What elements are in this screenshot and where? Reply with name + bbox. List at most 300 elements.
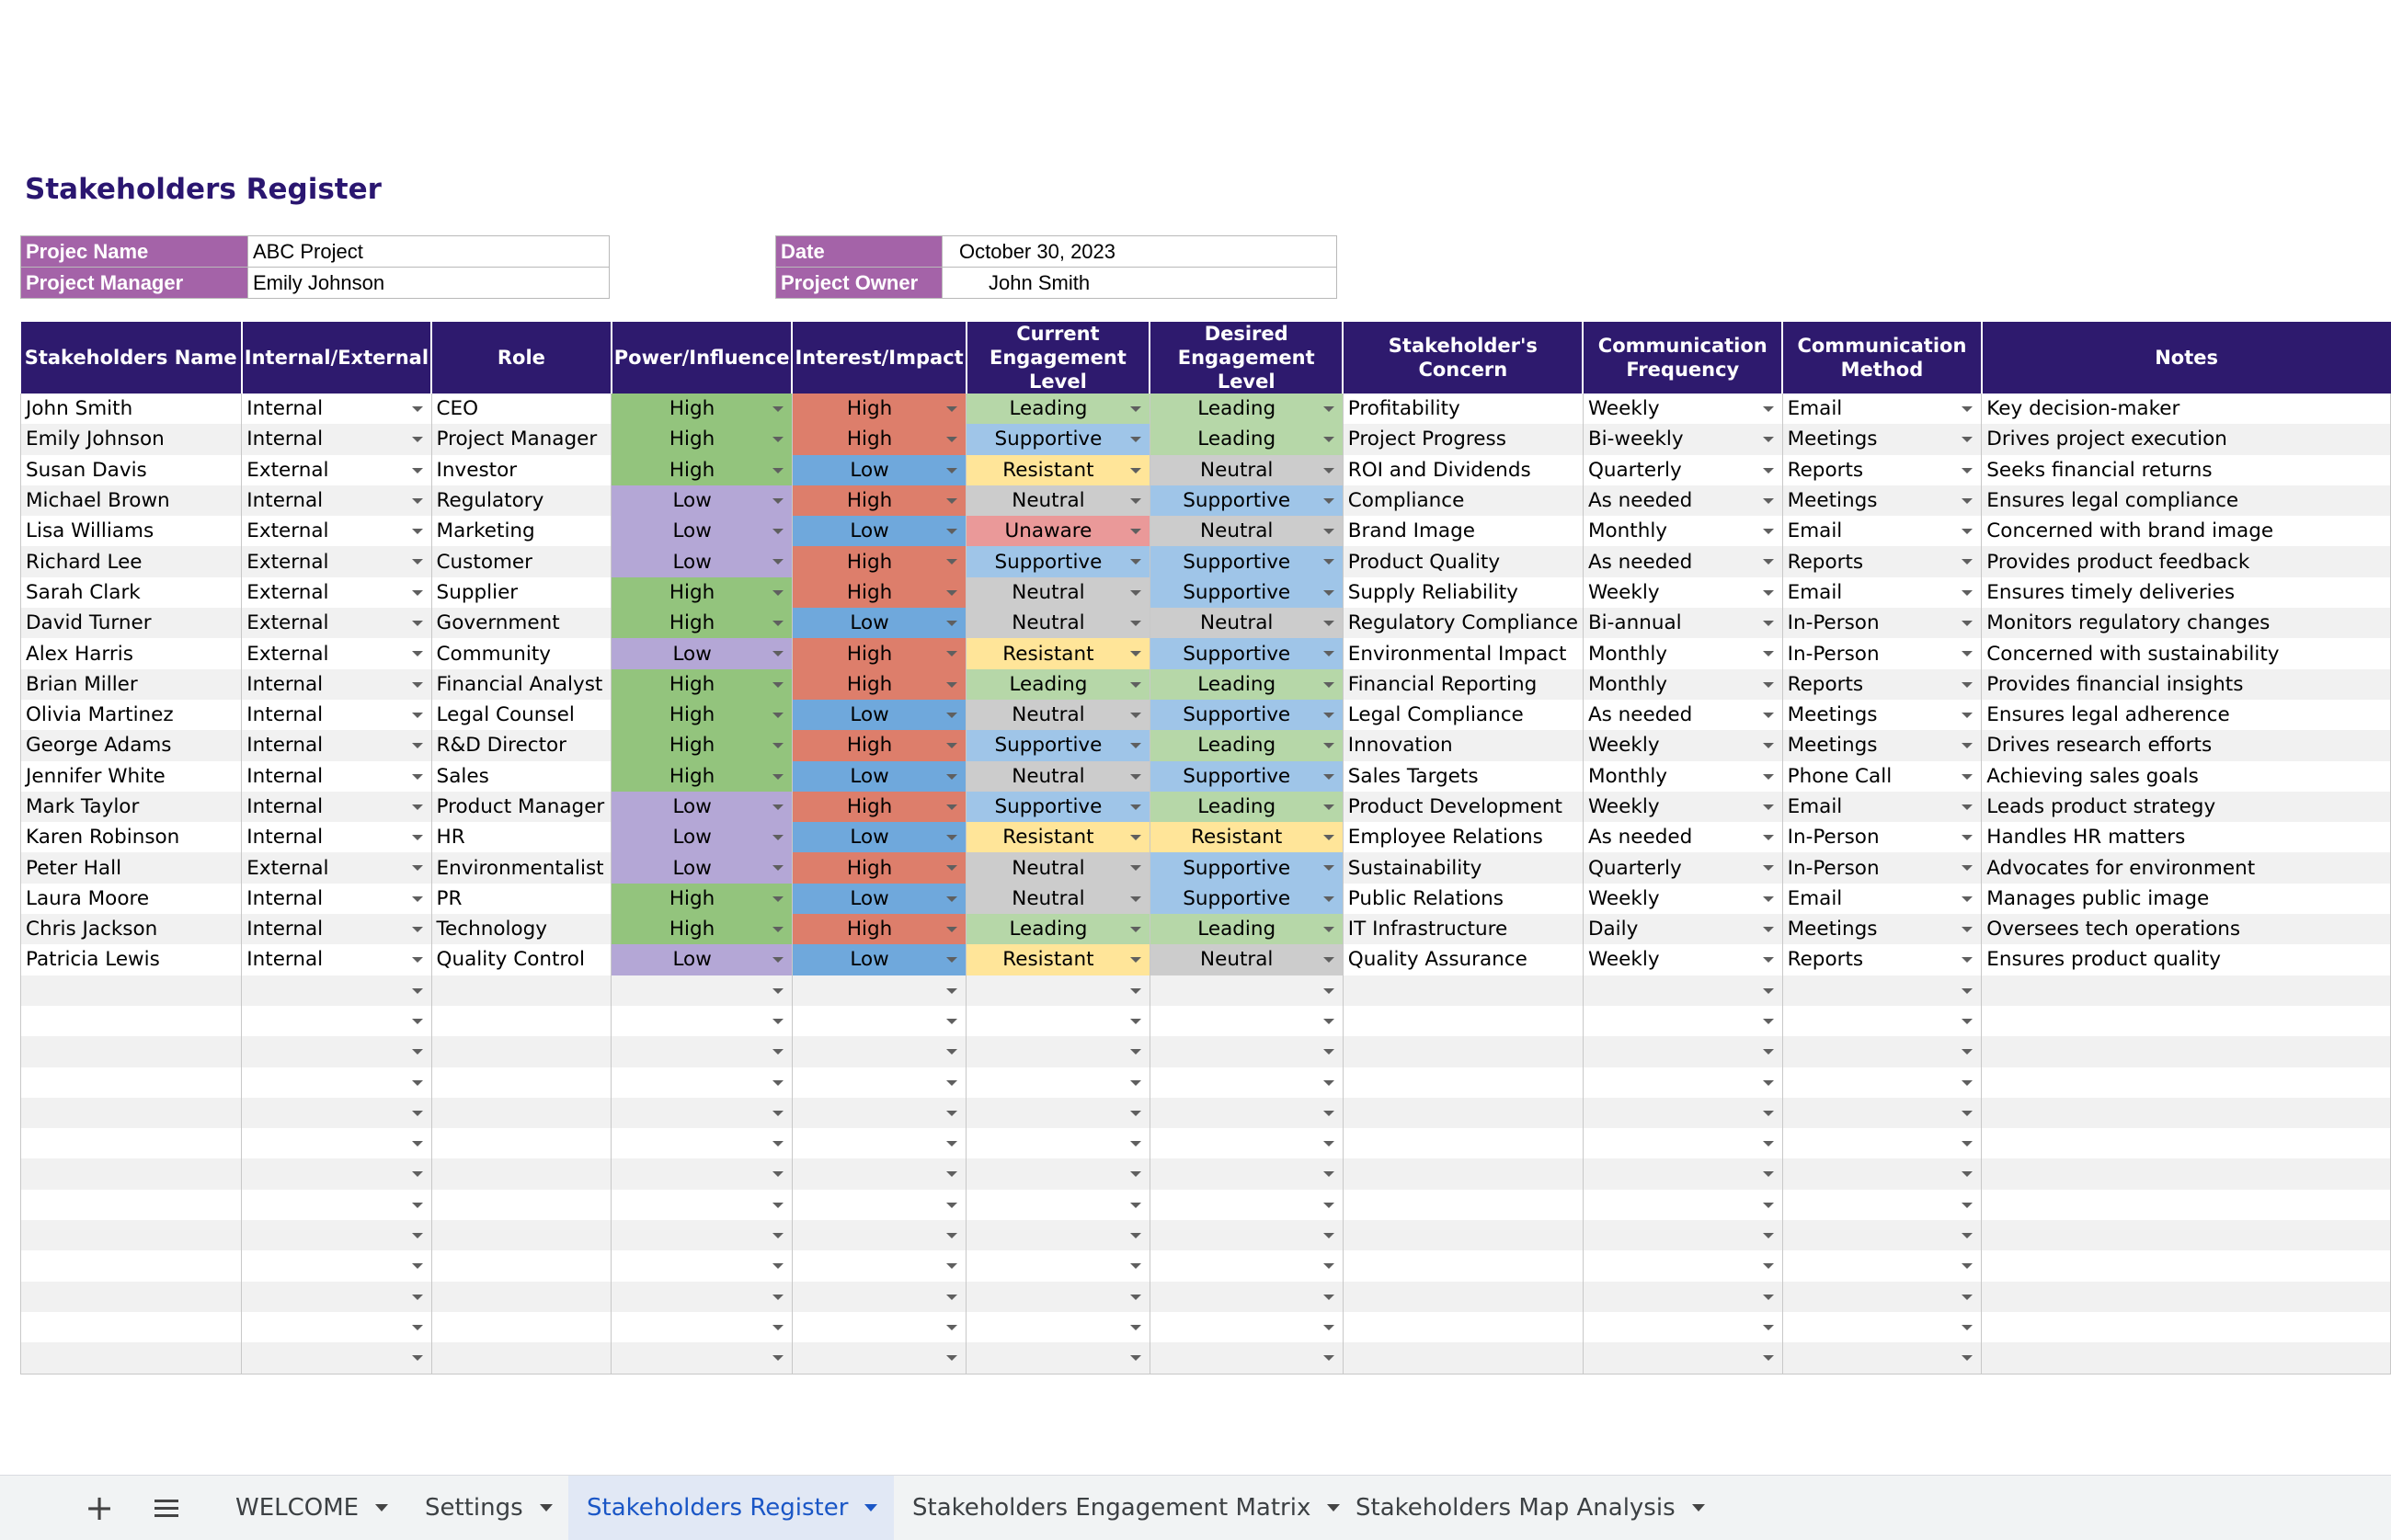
cell-desired-engagement[interactable] — [1150, 1312, 1343, 1342]
cell-interest[interactable] — [792, 975, 966, 1006]
cell-comm-method[interactable]: Reports — [1782, 669, 1982, 700]
cell-interest[interactable] — [792, 1282, 966, 1312]
cell-internal-external[interactable] — [242, 1190, 431, 1220]
cell-role[interactable] — [431, 975, 612, 1006]
cell-name[interactable] — [21, 1312, 242, 1342]
cell-notes[interactable] — [1982, 1312, 2391, 1342]
cell-notes[interactable]: Provides financial insights — [1982, 669, 2391, 700]
cell-comm-frequency[interactable]: As needed — [1583, 700, 1782, 730]
cell-name[interactable] — [21, 1250, 242, 1281]
cell-notes[interactable]: Concerned with brand image — [1982, 516, 2391, 546]
cell-role[interactable] — [431, 1098, 612, 1128]
cell-role[interactable]: CEO — [431, 394, 612, 424]
cell-desired-engagement[interactable]: Resistant — [1150, 822, 1343, 852]
cell-interest[interactable]: High — [792, 638, 966, 668]
cell-comm-frequency[interactable] — [1583, 1158, 1782, 1189]
cell-notes[interactable]: Advocates for environment — [1982, 852, 2391, 883]
cell-desired-engagement[interactable] — [1150, 1098, 1343, 1128]
cell-power[interactable]: High — [612, 455, 793, 485]
cell-concern[interactable] — [1343, 1098, 1583, 1128]
cell-interest[interactable]: High — [792, 730, 966, 760]
cell-concern[interactable] — [1343, 1282, 1583, 1312]
cell-interest[interactable]: Low — [792, 700, 966, 730]
cell-interest[interactable] — [792, 1128, 966, 1158]
cell-internal-external[interactable] — [242, 1220, 431, 1250]
cell-power[interactable] — [612, 1342, 793, 1374]
cell-comm-method[interactable] — [1782, 1158, 1982, 1189]
cell-desired-engagement[interactable] — [1150, 1190, 1343, 1220]
cell-desired-engagement[interactable]: Neutral — [1150, 944, 1343, 975]
cell-role[interactable]: R&D Director — [431, 730, 612, 760]
cell-power[interactable] — [612, 1190, 793, 1220]
cell-comm-frequency[interactable] — [1583, 1220, 1782, 1250]
cell-comm-method[interactable] — [1782, 1250, 1982, 1281]
cell-current-engagement[interactable] — [967, 1036, 1150, 1067]
cell-internal-external[interactable]: External — [242, 546, 431, 576]
cell-desired-engagement[interactable]: Leading — [1150, 792, 1343, 822]
cell-current-engagement[interactable]: Neutral — [967, 852, 1150, 883]
cell-power[interactable] — [612, 1098, 793, 1128]
cell-concern[interactable]: Legal Compliance — [1343, 700, 1583, 730]
cell-role[interactable]: HR — [431, 822, 612, 852]
cell-power[interactable] — [612, 1128, 793, 1158]
cell-name[interactable]: Jennifer White — [21, 761, 242, 792]
cell-role[interactable] — [431, 1312, 612, 1342]
cell-role[interactable] — [431, 1250, 612, 1281]
cell-current-engagement[interactable] — [967, 1128, 1150, 1158]
cell-name[interactable] — [21, 1342, 242, 1374]
cell-internal-external[interactable]: Internal — [242, 424, 431, 454]
cell-role[interactable]: Environmentalist — [431, 852, 612, 883]
cell-current-engagement[interactable] — [967, 1158, 1150, 1189]
cell-interest[interactable]: Low — [792, 455, 966, 485]
cell-interest[interactable]: High — [792, 669, 966, 700]
cell-concern[interactable]: Brand Image — [1343, 516, 1583, 546]
cell-internal-external[interactable]: External — [242, 852, 431, 883]
cell-power[interactable]: Low — [612, 516, 793, 546]
cell-power[interactable]: Low — [612, 792, 793, 822]
cell-name[interactable]: Michael Brown — [21, 485, 242, 516]
cell-comm-frequency[interactable]: Weekly — [1583, 577, 1782, 608]
cell-comm-method[interactable]: Reports — [1782, 546, 1982, 576]
cell-desired-engagement[interactable] — [1150, 1282, 1343, 1312]
cell-concern[interactable] — [1343, 1190, 1583, 1220]
tab-welcome[interactable] — [217, 1476, 406, 1540]
cell-name[interactable]: Emily Johnson — [21, 424, 242, 454]
cell-internal-external[interactable]: External — [242, 516, 431, 546]
tab-settings[interactable] — [406, 1476, 571, 1540]
cell-interest[interactable]: Low — [792, 608, 966, 638]
cell-power[interactable]: High — [612, 761, 793, 792]
cell-internal-external[interactable] — [242, 1312, 431, 1342]
cell-internal-external[interactable] — [242, 975, 431, 1006]
cell-desired-engagement[interactable]: Supportive — [1150, 546, 1343, 576]
cell-power[interactable]: High — [612, 424, 793, 454]
cell-internal-external[interactable]: External — [242, 577, 431, 608]
cell-desired-engagement[interactable] — [1150, 1006, 1343, 1036]
cell-internal-external[interactable]: External — [242, 455, 431, 485]
cell-name[interactable]: Sarah Clark — [21, 577, 242, 608]
cell-internal-external[interactable] — [242, 1158, 431, 1189]
cell-role[interactable] — [431, 1006, 612, 1036]
cell-current-engagement[interactable]: Leading — [967, 669, 1150, 700]
cell-current-engagement[interactable]: Neutral — [967, 884, 1150, 914]
cell-current-engagement[interactable]: Neutral — [967, 608, 1150, 638]
cell-comm-frequency[interactable]: As needed — [1583, 546, 1782, 576]
cell-concern[interactable] — [1343, 1036, 1583, 1067]
cell-internal-external[interactable]: Internal — [242, 944, 431, 975]
cell-current-engagement[interactable]: Neutral — [967, 700, 1150, 730]
cell-notes[interactable] — [1982, 1128, 2391, 1158]
chevron-down-icon[interactable] — [864, 1504, 877, 1511]
hamburger-menu-icon[interactable] — [145, 1476, 188, 1540]
cell-comm-method[interactable]: In-Person — [1782, 852, 1982, 883]
cell-power[interactable]: High — [612, 394, 793, 424]
cell-comm-method[interactable]: Email — [1782, 516, 1982, 546]
cell-power[interactable]: High — [612, 608, 793, 638]
cell-internal-external[interactable]: Internal — [242, 730, 431, 760]
cell-power[interactable] — [612, 1067, 793, 1098]
cell-interest[interactable] — [792, 1312, 966, 1342]
cell-current-engagement[interactable]: Supportive — [967, 730, 1150, 760]
cell-notes[interactable]: Provides product feedback — [1982, 546, 2391, 576]
cell-power[interactable]: High — [612, 884, 793, 914]
cell-interest[interactable] — [792, 1220, 966, 1250]
cell-power[interactable]: Low — [612, 822, 793, 852]
cell-name[interactable] — [21, 1098, 242, 1128]
cell-current-engagement[interactable]: Neutral — [967, 761, 1150, 792]
cell-internal-external[interactable]: Internal — [242, 914, 431, 944]
cell-desired-engagement[interactable]: Neutral — [1150, 455, 1343, 485]
cell-comm-frequency[interactable]: Quarterly — [1583, 455, 1782, 485]
cell-current-engagement[interactable]: Resistant — [967, 822, 1150, 852]
cell-power[interactable] — [612, 1250, 793, 1281]
cell-desired-engagement[interactable]: Leading — [1150, 914, 1343, 944]
cell-concern[interactable]: Project Progress — [1343, 424, 1583, 454]
cell-desired-engagement[interactable]: Leading — [1150, 394, 1343, 424]
cell-comm-method[interactable]: Meetings — [1782, 424, 1982, 454]
cell-interest[interactable]: Low — [792, 884, 966, 914]
cell-internal-external[interactable]: External — [242, 638, 431, 668]
cell-notes[interactable] — [1982, 1036, 2391, 1067]
cell-notes[interactable]: Key decision-maker — [1982, 394, 2391, 424]
cell-concern[interactable] — [1343, 1220, 1583, 1250]
col-header-role[interactable]: Role — [431, 322, 612, 394]
cell-role[interactable] — [431, 1158, 612, 1189]
cell-role[interactable]: Product Manager — [431, 792, 612, 822]
tab-stakeholders-register[interactable] — [568, 1476, 894, 1540]
cell-notes[interactable]: Handles HR matters — [1982, 822, 2391, 852]
cell-power[interactable]: Low — [612, 852, 793, 883]
cell-comm-method[interactable]: Reports — [1782, 455, 1982, 485]
cell-current-engagement[interactable]: Neutral — [967, 577, 1150, 608]
cell-interest[interactable]: High — [792, 485, 966, 516]
cell-comm-method[interactable]: Meetings — [1782, 485, 1982, 516]
cell-concern[interactable] — [1343, 1312, 1583, 1342]
date-cell[interactable]: October 30, 2023 — [943, 236, 1337, 268]
cell-role[interactable] — [431, 1190, 612, 1220]
cell-interest[interactable] — [792, 1250, 966, 1281]
cell-interest[interactable]: High — [792, 852, 966, 883]
cell-comm-frequency[interactable]: Weekly — [1583, 730, 1782, 760]
cell-current-engagement[interactable]: Unaware — [967, 516, 1150, 546]
cell-power[interactable]: Low — [612, 638, 793, 668]
cell-notes[interactable] — [1982, 1282, 2391, 1312]
cell-power[interactable]: High — [612, 577, 793, 608]
cell-comm-frequency[interactable]: Bi-weekly — [1583, 424, 1782, 454]
cell-notes[interactable] — [1982, 1158, 2391, 1189]
cell-internal-external[interactable]: External — [242, 608, 431, 638]
cell-interest[interactable]: High — [792, 792, 966, 822]
cell-desired-engagement[interactable]: Neutral — [1150, 608, 1343, 638]
cell-name[interactable]: George Adams — [21, 730, 242, 760]
cell-internal-external[interactable] — [242, 1098, 431, 1128]
cell-comm-frequency[interactable]: Bi-annual — [1583, 608, 1782, 638]
cell-internal-external[interactable]: Internal — [242, 884, 431, 914]
cell-power[interactable] — [612, 1006, 793, 1036]
cell-desired-engagement[interactable]: Supportive — [1150, 884, 1343, 914]
cell-name[interactable]: Mark Taylor — [21, 792, 242, 822]
cell-notes[interactable]: Manages public image — [1982, 884, 2391, 914]
cell-desired-engagement[interactable]: Supportive — [1150, 577, 1343, 608]
cell-concern[interactable]: Public Relations — [1343, 884, 1583, 914]
cell-comm-frequency[interactable]: Monthly — [1583, 669, 1782, 700]
cell-concern[interactable]: Quality Assurance — [1343, 944, 1583, 975]
cell-comm-frequency[interactable] — [1583, 1036, 1782, 1067]
cell-desired-engagement[interactable]: Leading — [1150, 730, 1343, 760]
cell-role[interactable]: Legal Counsel — [431, 700, 612, 730]
cell-comm-frequency[interactable]: Weekly — [1583, 884, 1782, 914]
cell-notes[interactable] — [1982, 1250, 2391, 1281]
cell-name[interactable] — [21, 1158, 242, 1189]
cell-notes[interactable]: Monitors regulatory changes — [1982, 608, 2391, 638]
cell-interest[interactable] — [792, 1098, 966, 1128]
cell-concern[interactable] — [1343, 1158, 1583, 1189]
cell-current-engagement[interactable] — [967, 1312, 1150, 1342]
cell-comm-frequency[interactable]: As needed — [1583, 822, 1782, 852]
cell-comm-frequency[interactable] — [1583, 1282, 1782, 1312]
chevron-down-icon[interactable] — [540, 1504, 553, 1511]
col-header-current-engagement[interactable]: Current Engagement Level — [967, 322, 1150, 394]
cell-internal-external[interactable]: Internal — [242, 394, 431, 424]
cell-comm-method[interactable]: Reports — [1782, 944, 1982, 975]
cell-role[interactable] — [431, 1282, 612, 1312]
cell-role[interactable] — [431, 1128, 612, 1158]
cell-comm-frequency[interactable]: Quarterly — [1583, 852, 1782, 883]
cell-interest[interactable] — [792, 1158, 966, 1189]
cell-notes[interactable]: Oversees tech operations — [1982, 914, 2391, 944]
cell-comm-frequency[interactable]: Weekly — [1583, 792, 1782, 822]
cell-notes[interactable] — [1982, 1098, 2391, 1128]
cell-comm-method[interactable]: Email — [1782, 792, 1982, 822]
cell-desired-engagement[interactable] — [1150, 1128, 1343, 1158]
cell-current-engagement[interactable] — [967, 1342, 1150, 1374]
cell-comm-method[interactable]: Phone Call — [1782, 761, 1982, 792]
cell-power[interactable]: High — [612, 700, 793, 730]
cell-notes[interactable] — [1982, 1342, 2391, 1374]
cell-power[interactable]: Low — [612, 944, 793, 975]
cell-desired-engagement[interactable] — [1150, 1158, 1343, 1189]
cell-role[interactable]: Financial Analyst — [431, 669, 612, 700]
cell-internal-external[interactable] — [242, 1282, 431, 1312]
cell-comm-frequency[interactable]: Weekly — [1583, 394, 1782, 424]
cell-name[interactable]: Laura Moore — [21, 884, 242, 914]
tab-stakeholders-engagement-matrix[interactable] — [894, 1476, 1358, 1540]
cell-current-engagement[interactable]: Resistant — [967, 638, 1150, 668]
col-header-name[interactable]: Stakeholders Name — [21, 322, 242, 394]
cell-comm-frequency[interactable] — [1583, 975, 1782, 1006]
cell-internal-external[interactable] — [242, 1128, 431, 1158]
cell-concern[interactable]: Supply Reliability — [1343, 577, 1583, 608]
cell-desired-engagement[interactable]: Leading — [1150, 424, 1343, 454]
cell-desired-engagement[interactable]: Supportive — [1150, 485, 1343, 516]
cell-role[interactable]: Sales — [431, 761, 612, 792]
cell-comm-method[interactable] — [1782, 1190, 1982, 1220]
cell-concern[interactable]: Environmental Impact — [1343, 638, 1583, 668]
col-header-power-influence[interactable]: Power/Influence — [612, 322, 793, 394]
cell-internal-external[interactable]: Internal — [242, 761, 431, 792]
cell-name[interactable]: Peter Hall — [21, 852, 242, 883]
cell-notes[interactable]: Achieving sales goals — [1982, 761, 2391, 792]
cell-comm-method[interactable]: In-Person — [1782, 822, 1982, 852]
cell-notes[interactable]: Ensures legal adherence — [1982, 700, 2391, 730]
cell-comm-method[interactable]: Email — [1782, 577, 1982, 608]
cell-comm-frequency[interactable]: Daily — [1583, 914, 1782, 944]
cell-comm-method[interactable]: Meetings — [1782, 700, 1982, 730]
chevron-down-icon[interactable] — [1692, 1504, 1705, 1511]
cell-notes[interactable] — [1982, 1067, 2391, 1098]
cell-concern[interactable]: Regulatory Compliance — [1343, 608, 1583, 638]
cell-notes[interactable]: Ensures timely deliveries — [1982, 577, 2391, 608]
cell-name[interactable]: Lisa Williams — [21, 516, 242, 546]
cell-role[interactable]: Project Manager — [431, 424, 612, 454]
col-header-interest-impact[interactable]: Interest/Impact — [792, 322, 966, 394]
cell-comm-frequency[interactable] — [1583, 1006, 1782, 1036]
cell-role[interactable]: Technology — [431, 914, 612, 944]
cell-concern[interactable]: ROI and Dividends — [1343, 455, 1583, 485]
cell-desired-engagement[interactable]: Supportive — [1150, 638, 1343, 668]
cell-role[interactable]: Customer — [431, 546, 612, 576]
cell-name[interactable] — [21, 1006, 242, 1036]
cell-role[interactable] — [431, 1220, 612, 1250]
cell-interest[interactable]: Low — [792, 822, 966, 852]
cell-interest[interactable]: High — [792, 546, 966, 576]
cell-interest[interactable] — [792, 1006, 966, 1036]
cell-role[interactable]: Supplier — [431, 577, 612, 608]
cell-concern[interactable]: Sales Targets — [1343, 761, 1583, 792]
cell-power[interactable]: High — [612, 914, 793, 944]
cell-concern[interactable]: Profitability — [1343, 394, 1583, 424]
cell-desired-engagement[interactable]: Supportive — [1150, 700, 1343, 730]
cell-name[interactable] — [21, 1190, 242, 1220]
cell-name[interactable]: David Turner — [21, 608, 242, 638]
cell-role[interactable] — [431, 1342, 612, 1374]
cell-name[interactable] — [21, 1282, 242, 1312]
cell-interest[interactable] — [792, 1342, 966, 1374]
cell-name[interactable] — [21, 1128, 242, 1158]
cell-interest[interactable]: High — [792, 424, 966, 454]
cell-notes[interactable] — [1982, 1006, 2391, 1036]
cell-name[interactable]: Olivia Martinez — [21, 700, 242, 730]
cell-current-engagement[interactable]: Neutral — [967, 485, 1150, 516]
cell-comm-method[interactable]: In-Person — [1782, 608, 1982, 638]
cell-interest[interactable]: Low — [792, 516, 966, 546]
cell-current-engagement[interactable]: Leading — [967, 394, 1150, 424]
cell-comm-frequency[interactable] — [1583, 1190, 1782, 1220]
cell-notes[interactable] — [1982, 1190, 2391, 1220]
cell-concern[interactable] — [1343, 1250, 1583, 1281]
cell-role[interactable] — [431, 1036, 612, 1067]
cell-name[interactable]: Richard Lee — [21, 546, 242, 576]
cell-comm-method[interactable]: Email — [1782, 884, 1982, 914]
project-name-cell[interactable]: ABC Project — [248, 236, 610, 268]
cell-role[interactable]: Investor — [431, 455, 612, 485]
cell-name[interactable] — [21, 1036, 242, 1067]
cell-current-engagement[interactable]: Resistant — [967, 455, 1150, 485]
cell-desired-engagement[interactable]: Neutral — [1150, 516, 1343, 546]
project-manager-cell[interactable]: Emily Johnson — [248, 268, 610, 299]
cell-current-engagement[interactable] — [967, 1190, 1150, 1220]
cell-name[interactable]: Susan Davis — [21, 455, 242, 485]
cell-notes[interactable]: Ensures legal compliance — [1982, 485, 2391, 516]
cell-concern[interactable]: Financial Reporting — [1343, 669, 1583, 700]
cell-concern[interactable]: Product Quality — [1343, 546, 1583, 576]
cell-role[interactable]: Marketing — [431, 516, 612, 546]
col-header-concern[interactable]: Stakeholder's Concern — [1343, 322, 1583, 394]
cell-interest[interactable] — [792, 1036, 966, 1067]
cell-comm-method[interactable] — [1782, 1282, 1982, 1312]
cell-role[interactable]: Government — [431, 608, 612, 638]
cell-comm-frequency[interactable]: Monthly — [1583, 761, 1782, 792]
cell-power[interactable] — [612, 1036, 793, 1067]
cell-comm-method[interactable] — [1782, 975, 1982, 1006]
cell-desired-engagement[interactable] — [1150, 1220, 1343, 1250]
cell-role[interactable]: Community — [431, 638, 612, 668]
cell-interest[interactable]: Low — [792, 944, 966, 975]
cell-desired-engagement[interactable] — [1150, 1067, 1343, 1098]
cell-comm-method[interactable] — [1782, 1006, 1982, 1036]
cell-desired-engagement[interactable] — [1150, 1342, 1343, 1374]
col-header-internal-external[interactable]: Internal/External — [242, 322, 431, 394]
cell-comm-method[interactable] — [1782, 1312, 1982, 1342]
cell-concern[interactable] — [1343, 1006, 1583, 1036]
cell-power[interactable]: High — [612, 730, 793, 760]
cell-comm-method[interactable]: Email — [1782, 394, 1982, 424]
cell-comm-frequency[interactable] — [1583, 1067, 1782, 1098]
cell-comm-frequency[interactable]: As needed — [1583, 485, 1782, 516]
cell-power[interactable] — [612, 1158, 793, 1189]
cell-concern[interactable]: Product Development — [1343, 792, 1583, 822]
cell-interest[interactable]: High — [792, 577, 966, 608]
cell-internal-external[interactable] — [242, 1006, 431, 1036]
cell-role[interactable]: Regulatory — [431, 485, 612, 516]
cell-comm-method[interactable] — [1782, 1342, 1982, 1374]
project-owner-cell[interactable]: John Smith — [943, 268, 1337, 299]
cell-internal-external[interactable]: Internal — [242, 822, 431, 852]
cell-concern[interactable] — [1343, 1342, 1583, 1374]
cell-comm-frequency[interactable] — [1583, 1250, 1782, 1281]
cell-concern[interactable]: Employee Relations — [1343, 822, 1583, 852]
cell-current-engagement[interactable] — [967, 1067, 1150, 1098]
col-header-comm-frequency[interactable]: Communication Frequency — [1583, 322, 1782, 394]
cell-internal-external[interactable]: Internal — [242, 700, 431, 730]
cell-power[interactable] — [612, 1282, 793, 1312]
plus-icon[interactable]: + — [85, 1488, 114, 1528]
cell-notes[interactable]: Concerned with sustainability — [1982, 638, 2391, 668]
col-header-comm-method[interactable]: Communication Method — [1782, 322, 1982, 394]
cell-notes[interactable]: Drives project execution — [1982, 424, 2391, 454]
cell-current-engagement[interactable] — [967, 1098, 1150, 1128]
